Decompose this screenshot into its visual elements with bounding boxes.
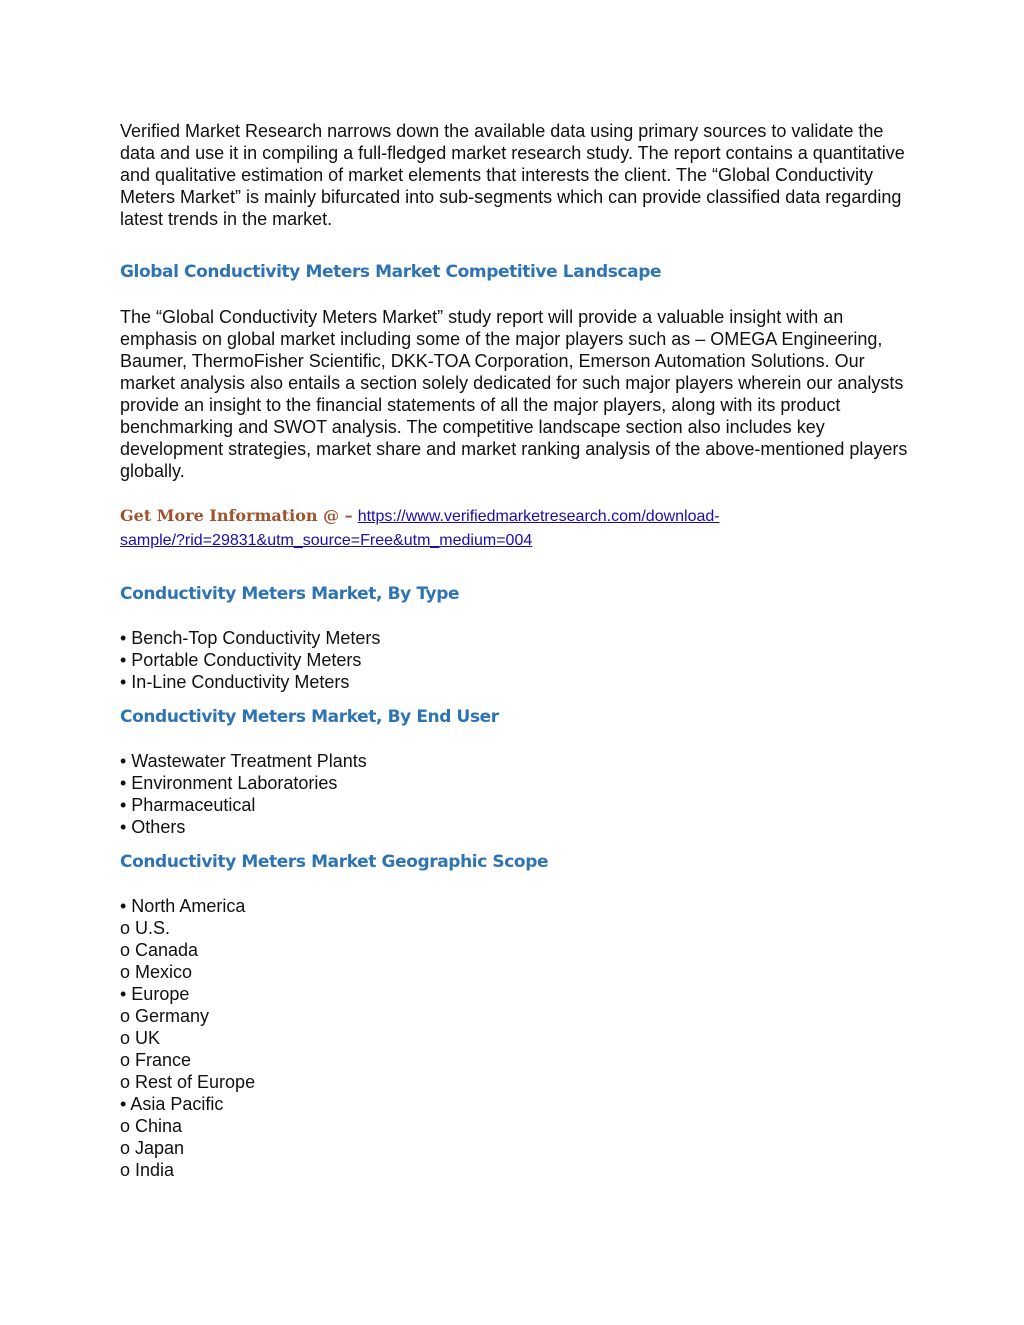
by-type-heading: Conductivity Meters Market, By Type: [120, 584, 460, 604]
list-item: • Bench-Top Conductivity Meters: [120, 628, 381, 648]
list-item: • Environment Laboratories: [120, 773, 338, 793]
list-item: o Canada: [120, 940, 199, 960]
geographic-scope-heading: Conductivity Meters Market Geographic Scope: [120, 852, 549, 872]
document-page: [120, 120, 910, 1181]
list-item: o Rest of Europe: [120, 1072, 256, 1092]
by-end-user-list: [120, 750, 910, 838]
list-item: o Mexico: [120, 962, 193, 982]
list-item: • Europe: [120, 984, 190, 1004]
more-information-label: Get More Information @ –: [120, 506, 353, 525]
list-item: o U.S.: [120, 918, 171, 938]
list-item: o UK: [120, 1028, 161, 1048]
list-item: o France: [120, 1050, 192, 1070]
list-item: • North America: [120, 896, 246, 916]
list-item: • Portable Conductivity Meters: [120, 650, 362, 670]
by-end-user-heading: Conductivity Meters Market, By End User: [120, 707, 499, 727]
list-item: • Others: [120, 817, 186, 837]
list-item: o Germany: [120, 1006, 210, 1026]
geographic-scope-list: [120, 895, 910, 1181]
list-item: • In-Line Conductivity Meters: [120, 672, 350, 692]
by-type-list: [120, 627, 910, 693]
download-sample-link-line2: sample/?rid=29831&utm_source=Free&utm_medium=004: [120, 532, 533, 549]
download-sample-link-line1: https://www.verifiedmarketresearch.com/download-: [357, 508, 720, 525]
list-item: • Wastewater Treatment Plants: [120, 751, 367, 771]
list-item: • Asia Pacific: [120, 1094, 224, 1114]
competitive-landscape-heading: Global Conductivity Meters Market Competitive Landscape: [120, 262, 662, 282]
list-item: • Pharmaceutical: [120, 795, 256, 815]
list-item: o India: [120, 1160, 175, 1180]
competitive-landscape-paragraph: The “Global Conductivity Meters Market” study report will provide a valuable insight with an emphasis on global market including some of the major players such as – OMEGA Engineering, Baumer, ThermoFisher Scientific, DKK-TOA Corporation, Emerson Automation Solutions. Our market analysis also entails a section solely dedicated for such major players wherein our analysts provide an insight to the financial statements of all the major players, along with its product benchmarking and SWOT analysis. The competitive landscape section also includes key development strategies, market share and market ranking analysis of the above-mentioned players globally.: [120, 307, 908, 481]
list-item: o Japan: [120, 1138, 185, 1158]
list-item: o China: [120, 1116, 183, 1136]
more-information-block: [120, 504, 910, 552]
intro-paragraph: Verified Market Research narrows down the available data using primary sources to validate the data and use it in compiling a full-fledged market research study. The report contains a quantitative and qualitative estimation of market elements that interests the client. The “Global Conductivity Meters Market” is mainly bifurcated into sub-segments which can provide classified data regarding latest trends in the market.: [120, 121, 905, 229]
